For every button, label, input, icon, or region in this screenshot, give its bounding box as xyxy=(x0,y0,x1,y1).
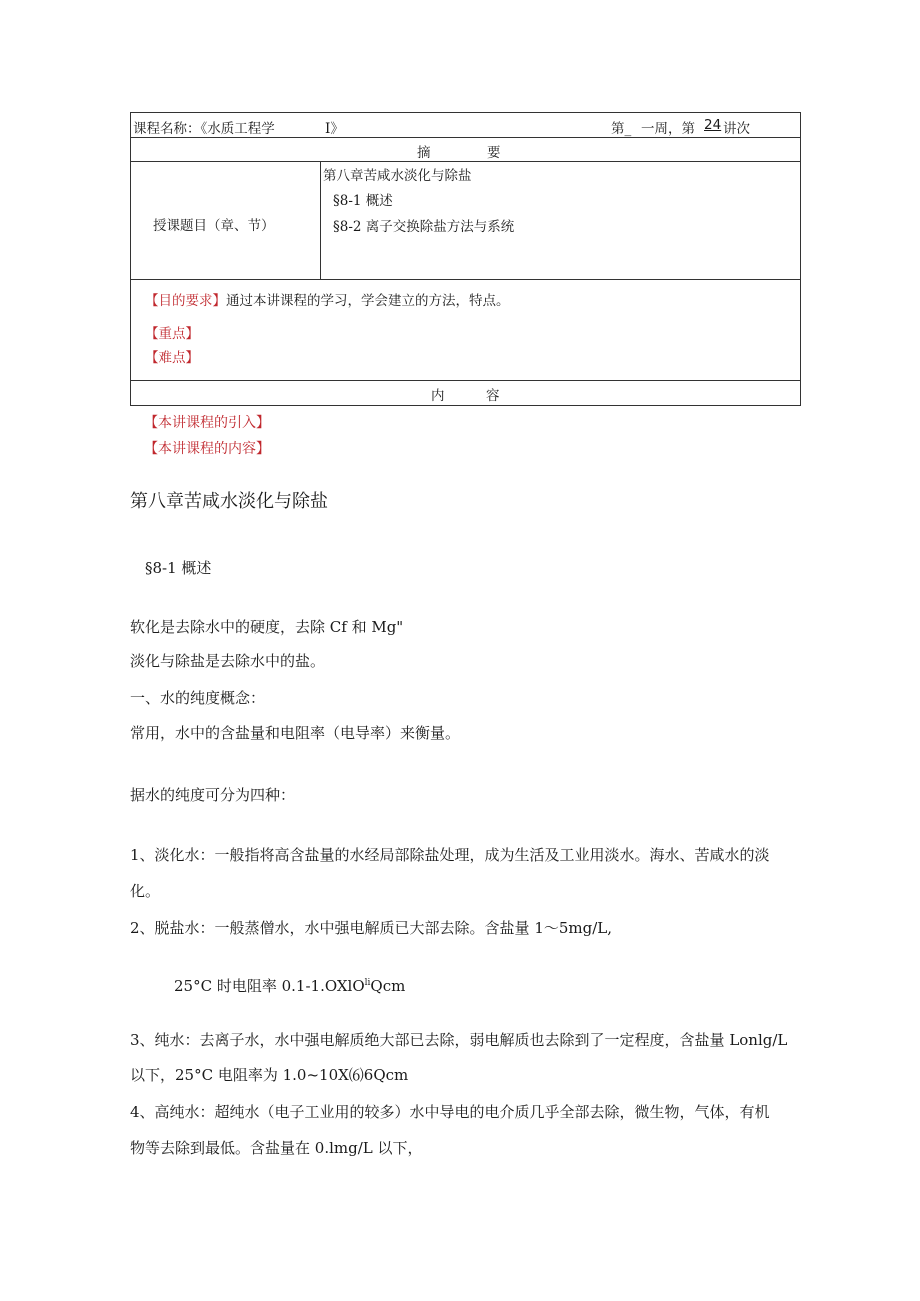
item-2-unit: Qcm xyxy=(370,977,406,995)
goal-text: 通过本讲课程的学习，学会建立的方法，特点。 xyxy=(226,293,510,309)
paragraph-3: 一、水的纯度概念： xyxy=(130,689,266,707)
abstract-row xyxy=(131,138,801,162)
section-title: §8-1 概述 xyxy=(145,559,212,577)
content-label-1: 内 xyxy=(431,388,445,404)
course-header-table xyxy=(130,112,801,406)
abstract-label-2: 要 xyxy=(487,145,501,161)
abstract-label-1: 摘 xyxy=(417,145,431,161)
lecture-number: 24 xyxy=(704,117,722,133)
course-name-num: I》 xyxy=(325,121,344,137)
item-4-line-1: 4、高纯水：超纯水（电子工业用的较多）水中导电的电介质几乎全部去除，微生物，气体，有机 xyxy=(130,1103,770,1121)
item-4-line-2: 物等去除到最低。含盐量在 0.lmg/L 以下， xyxy=(130,1139,423,1157)
lecture-suffix: 讲次 xyxy=(723,121,750,137)
paragraph-2: 淡化与除盐是去除水中的盐。 xyxy=(130,652,326,670)
item-2-line-1: 2、脱盐水：一般蒸僧水，水中强电解质已大部去除。含盐量 1～5mg/L, xyxy=(130,919,613,937)
week-prefix: 第_ xyxy=(611,121,632,137)
content-row xyxy=(131,381,801,406)
key-points-label: 【重点】 xyxy=(145,326,199,342)
paragraph-5: 据水的纯度可分为四种： xyxy=(130,786,296,804)
content-label: 【本讲课程的内容】 xyxy=(144,441,270,457)
topic-chapter: 第八章苦咸水淡化与除盐 xyxy=(323,168,472,184)
topic-content-cell xyxy=(321,162,801,280)
requirements-row xyxy=(131,280,801,381)
topic-section-2: §8-2 离子交换除盐方法与系统 xyxy=(333,219,515,235)
course-name-label: 课程名称：《水质工程学 xyxy=(133,121,275,137)
item-1-line-1: 1、淡化水：一般指将高含盐量的水经局部除盐处理，成为生活及工业用淡水。海水、苦咸水的淡 xyxy=(130,846,770,864)
difficulty-label: 【难点】 xyxy=(145,350,199,366)
course-row xyxy=(131,113,801,138)
item-2-line-2 xyxy=(174,975,405,996)
topic-label-cell xyxy=(131,162,321,280)
intro-label: 【本讲课程的引入】 xyxy=(144,415,270,431)
week-suffix: 一周，第 xyxy=(641,121,695,137)
topic-label: 授课题目（章、节） xyxy=(153,218,275,234)
topic-section-1: §8-1 概述 xyxy=(333,193,393,209)
paragraph-1: 软化是去除水中的硬度，去除 Cf 和 Mg" xyxy=(130,618,404,636)
chapter-title: 第八章苦咸水淡化与除盐 xyxy=(130,491,328,512)
item-1-line-2: 化。 xyxy=(130,882,161,900)
item-3-line-2: 以下，25°C 电阻率为 1.0~10X⑹6Qcm xyxy=(130,1066,409,1084)
item-3-line-1: 3、纯水：去离子水，水中强电解质绝大部已去除，弱电解质也去除到了一定程度，含盐量 Lonlg/L xyxy=(130,1031,788,1049)
content-label-2: 容 xyxy=(486,388,500,404)
item-2-resistivity: 25°C 时电阻率 0.1-1.OXlO xyxy=(174,977,365,995)
paragraph-4: 常用，水中的含盐量和电阻率（电导率）来衡量。 xyxy=(130,724,461,742)
item-2-exponent: li xyxy=(364,978,371,988)
goal-label: 【目的要求】 xyxy=(145,293,226,309)
